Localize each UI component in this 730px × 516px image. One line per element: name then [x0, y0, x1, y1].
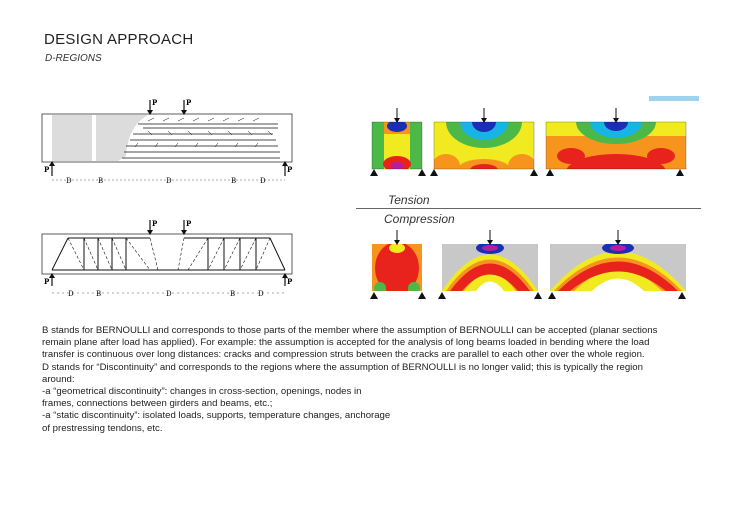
load-label: P	[152, 220, 158, 228]
slide-title: DESIGN APPROACH	[44, 31, 194, 48]
load-label: P	[186, 98, 192, 107]
reaction-label: P	[44, 277, 50, 286]
region-label-d: D	[66, 177, 72, 185]
region-label-d: D	[258, 290, 264, 298]
explanation-text	[42, 325, 692, 435]
divider-line	[356, 207, 701, 210]
text-line: around:	[42, 373, 75, 385]
region-label-d: D	[166, 290, 172, 298]
text-line: -a “static discontinuity”: isolated loads, supports, temperature changes, anchorage	[42, 410, 391, 422]
region-label-d: D	[68, 290, 74, 298]
accent-bar	[649, 96, 699, 101]
text-line: transfer is continuous over long distances: cracks and compression struts between the cracks are parallel to each other over the whole region.	[42, 349, 645, 361]
text-line: D stands for “Discontinuity” and corresponds to the regions where the assumption of BERNOULLI is no longer valid; this is typically the region	[42, 361, 643, 373]
load-label: P	[186, 220, 192, 228]
region-label-b: B	[230, 290, 236, 298]
beam-strut-tie-diagram	[38, 220, 298, 302]
region-label-b: B	[96, 290, 102, 298]
region-label-b: B	[98, 177, 104, 185]
tension-contour-plots	[366, 106, 696, 178]
tension-label: Tension	[388, 193, 430, 207]
slide-subtitle: D-REGIONS	[45, 53, 102, 64]
text-line: remain plane after load has applied). For example: the assumption is accepted for the analysis of long beams loaded in bending where the load	[42, 337, 650, 349]
region-label-b: B	[231, 177, 237, 185]
reaction-label: P	[287, 277, 293, 286]
compression-label: Compression	[384, 212, 455, 226]
text-line: frames, connections between girders and beams, etc.;	[42, 398, 273, 410]
region-label-d: D	[260, 177, 266, 185]
text-line: -a “geometrical discontinuity”: changes in cross-section, openings, nodes in	[42, 386, 362, 398]
text-line: of prestressing tendons, etc.	[42, 422, 163, 434]
text-line: B stands for BERNOULLI and corresponds to those parts of the member where the assumption of BERNOULLI can be accepted (planar sections	[42, 325, 658, 336]
region-label-d: D	[166, 177, 172, 185]
reaction-label: P	[287, 165, 293, 174]
compression-contour-plots	[366, 228, 696, 302]
beam-stress-trajectories-diagram	[38, 96, 298, 196]
reaction-label: P	[44, 165, 50, 174]
load-label: P	[152, 98, 158, 107]
